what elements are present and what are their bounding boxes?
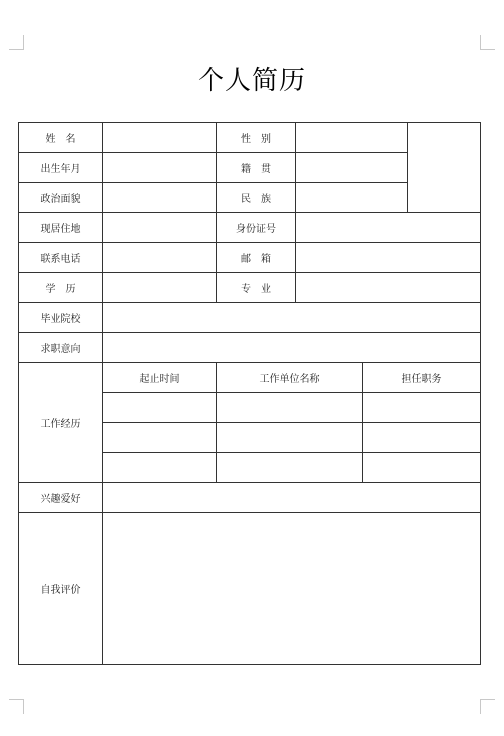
work-cell-company[interactable] <box>217 423 363 453</box>
work-col-period: 起止时间 <box>103 363 217 393</box>
value-current-address[interactable] <box>103 213 217 243</box>
label-phone: 联系电话 <box>19 243 103 273</box>
work-col-position: 担任职务 <box>363 363 481 393</box>
value-education[interactable] <box>103 273 217 303</box>
work-cell-company[interactable] <box>217 393 363 423</box>
label-job-intention: 求职意向 <box>19 333 103 363</box>
work-col-company: 工作单位名称 <box>217 363 363 393</box>
resume-table <box>18 122 481 665</box>
page-corner-mark <box>480 699 495 714</box>
value-hobbies[interactable] <box>103 483 481 513</box>
work-cell-position[interactable] <box>363 453 481 483</box>
label-education: 学 历 <box>19 273 103 303</box>
label-ethnicity: 民 族 <box>217 183 296 213</box>
value-major[interactable] <box>296 273 481 303</box>
value-native-place[interactable] <box>296 153 408 183</box>
value-phone[interactable] <box>103 243 217 273</box>
page-corner-mark <box>480 35 495 50</box>
value-name[interactable] <box>103 123 217 153</box>
work-cell-period[interactable] <box>103 393 217 423</box>
value-gender[interactable] <box>296 123 408 153</box>
value-id-number[interactable] <box>296 213 481 243</box>
label-gender: 性 别 <box>217 123 296 153</box>
label-political-status: 政治面貌 <box>19 183 103 213</box>
work-cell-company[interactable] <box>217 453 363 483</box>
value-ethnicity[interactable] <box>296 183 408 213</box>
label-work-history: 工作经历 <box>19 363 103 483</box>
label-name: 姓 名 <box>19 123 103 153</box>
value-birth[interactable] <box>103 153 217 183</box>
document-title: 个人简历 <box>197 66 306 96</box>
label-id-number: 身份证号 <box>217 213 296 243</box>
page-corner-mark <box>9 35 24 50</box>
work-cell-position[interactable] <box>363 393 481 423</box>
label-school: 毕业院校 <box>19 303 103 333</box>
label-current-address: 现居住地 <box>19 213 103 243</box>
label-hobbies: 兴趣爱好 <box>19 483 103 513</box>
label-major: 专 业 <box>217 273 296 303</box>
value-school[interactable] <box>103 303 481 333</box>
photo-cell[interactable] <box>408 123 481 213</box>
work-cell-period[interactable] <box>103 423 217 453</box>
value-job-intention[interactable] <box>103 333 481 363</box>
work-cell-position[interactable] <box>363 423 481 453</box>
value-political-status[interactable] <box>103 183 217 213</box>
work-cell-period[interactable] <box>103 453 217 483</box>
value-self-evaluation[interactable] <box>103 513 481 665</box>
label-self-evaluation: 自我评价 <box>19 513 103 665</box>
label-native-place: 籍 贯 <box>217 153 296 183</box>
value-email[interactable] <box>296 243 481 273</box>
page-corner-mark <box>9 699 24 714</box>
label-birth: 出生年月 <box>19 153 103 183</box>
label-email: 邮 箱 <box>217 243 296 273</box>
